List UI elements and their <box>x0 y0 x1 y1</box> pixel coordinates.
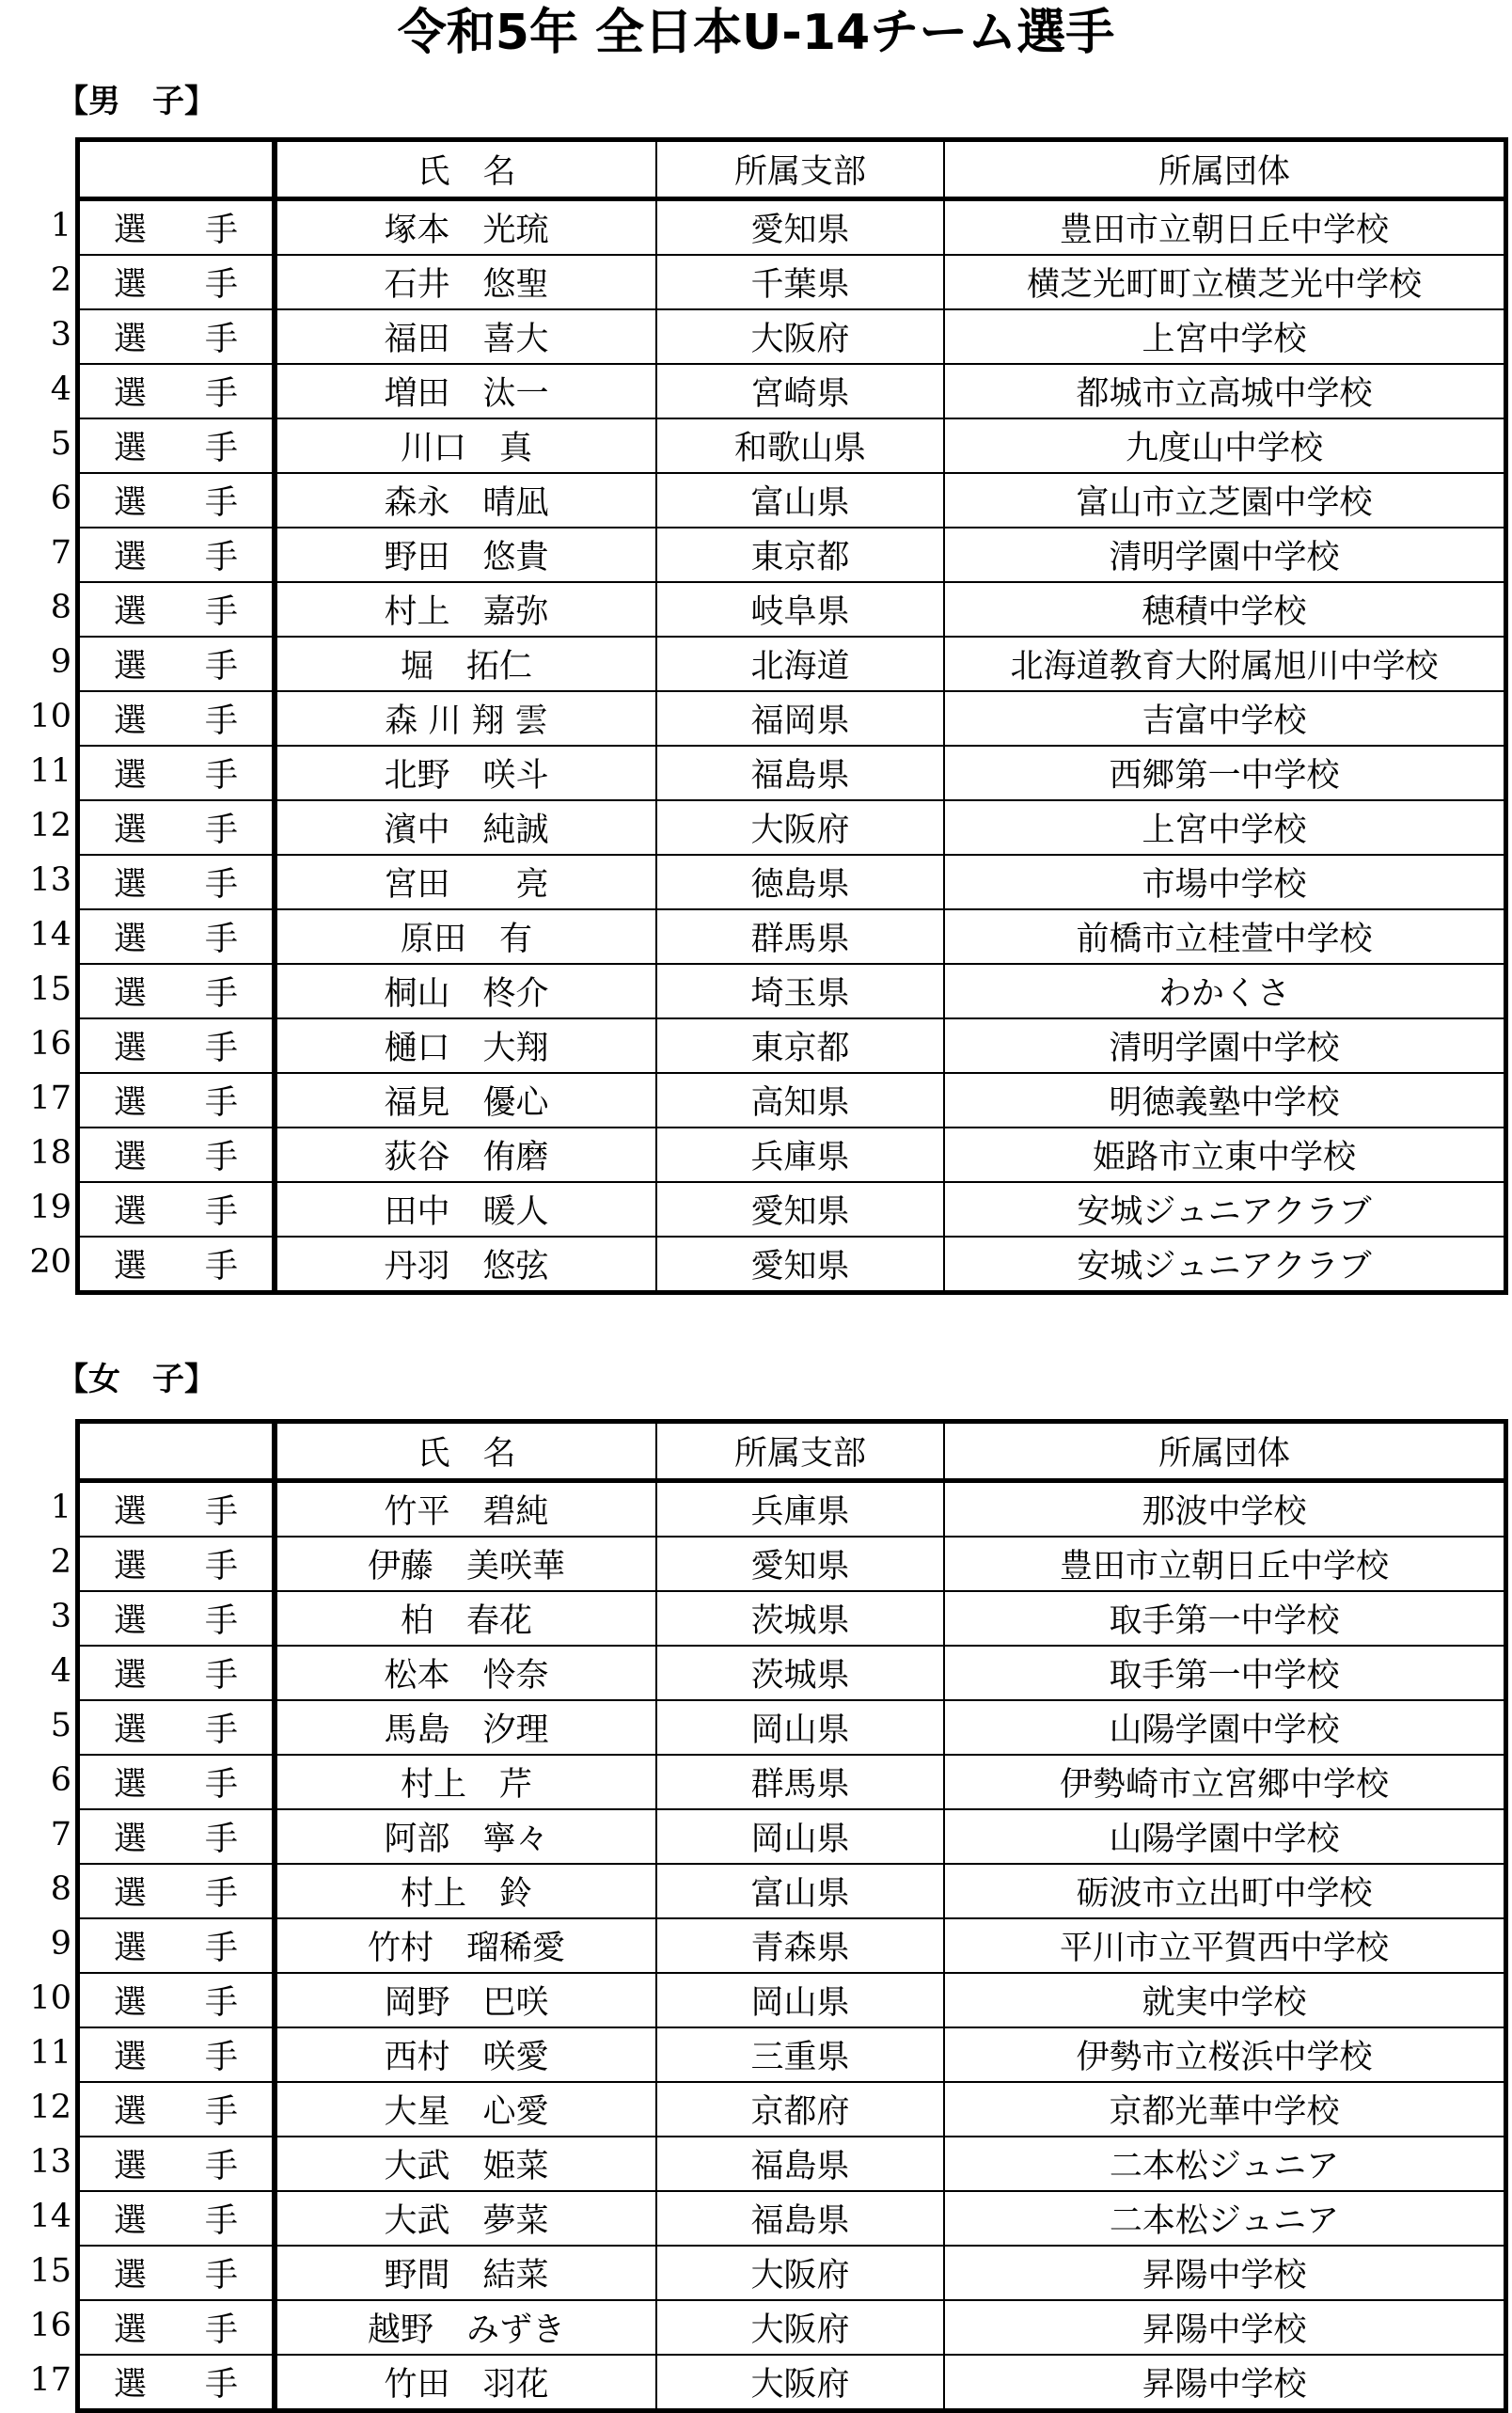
role-label: 選手 <box>114 1193 297 1231</box>
team-cell: 山陽学園中学校 <box>944 1809 1506 1864</box>
role-cell <box>78 800 297 855</box>
team-cell: 安城ジュニアクラブ <box>944 1237 1506 1293</box>
name-column-header: 氏 名 <box>275 1422 656 1481</box>
branch-column-header: 所属支部 <box>656 140 944 199</box>
team-cell: 伊勢市立桜浜中学校 <box>944 2027 1506 2082</box>
table-row <box>78 2300 1506 2355</box>
branch-column-header: 所属支部 <box>656 1422 944 1481</box>
role-label: 選手 <box>114 266 297 304</box>
branch-cell: 茨城県 <box>656 1591 944 1646</box>
table-row <box>78 2027 1506 2082</box>
role-cell <box>78 364 297 418</box>
team-cell: 取手第一中学校 <box>944 1646 1506 1700</box>
role-cell <box>78 1073 297 1128</box>
row-number: 18 <box>29 1134 71 1172</box>
row-number: 16 <box>29 1025 71 1063</box>
role-label: 選手 <box>114 484 297 522</box>
branch-cell: 愛知県 <box>656 1182 944 1237</box>
branch-cell: 兵庫県 <box>656 1128 944 1182</box>
table-row <box>78 1809 1506 1864</box>
role-cell <box>78 1182 297 1237</box>
row-number: 12 <box>29 2089 71 2126</box>
branch-cell: 大阪府 <box>656 2300 944 2355</box>
table-row <box>78 964 1506 1018</box>
branch-cell: 岡山県 <box>656 1700 944 1755</box>
branch-cell: 群馬県 <box>656 1755 944 1809</box>
table-row <box>78 2191 1506 2246</box>
role-cell <box>78 909 297 964</box>
role-label: 選手 <box>114 1657 297 1695</box>
branch-cell: 埼玉県 <box>656 964 944 1018</box>
branch-cell: 三重県 <box>656 2027 944 2082</box>
role-label: 選手 <box>114 539 297 576</box>
row-number: 12 <box>29 807 71 844</box>
team-column-header: 所属団体 <box>944 140 1506 199</box>
team-cell: 就実中学校 <box>944 1973 1506 2027</box>
table-row <box>78 309 1506 364</box>
team-cell: 明徳義塾中学校 <box>944 1073 1506 1128</box>
name-cell: 宮田 亮 <box>275 855 656 909</box>
name-cell: 福田 喜大 <box>275 309 656 364</box>
row-number: 7 <box>50 534 71 572</box>
team-cell: 富山市立芝園中学校 <box>944 473 1506 528</box>
row-number: 19 <box>29 1189 71 1226</box>
row-number: 13 <box>29 2143 71 2181</box>
role-cell <box>78 1809 297 1864</box>
row-number: 2 <box>50 261 71 299</box>
role-label: 選手 <box>114 812 297 849</box>
row-number: 8 <box>50 589 71 626</box>
men-roster-table <box>75 137 1508 1295</box>
table-header-row <box>78 140 1506 199</box>
name-cell: 森 川 翔 雲 <box>275 691 656 746</box>
name-cell: 森永 晴凪 <box>275 473 656 528</box>
role-cell <box>78 964 297 1018</box>
name-cell: 大武 夢菜 <box>275 2191 656 2246</box>
table-row <box>78 855 1506 909</box>
role-column-header <box>78 1422 276 1481</box>
team-cell: 横芝光町町立横芝光中学校 <box>944 255 1506 309</box>
branch-cell: 群馬県 <box>656 909 944 964</box>
role-label: 選手 <box>114 1930 297 1967</box>
row-number: 11 <box>29 752 71 790</box>
team-cell: 前橋市立桂萱中学校 <box>944 909 1506 964</box>
branch-cell: 青森県 <box>656 1918 944 1973</box>
table-row <box>78 1073 1506 1128</box>
branch-cell: 福島県 <box>656 2191 944 2246</box>
branch-cell: 福岡県 <box>656 691 944 746</box>
name-cell: 大星 心愛 <box>275 2082 656 2137</box>
team-cell: 上宮中学校 <box>944 309 1506 364</box>
role-label: 選手 <box>114 2093 297 2131</box>
name-cell: 野田 悠貴 <box>275 528 656 582</box>
row-number: 20 <box>29 1243 71 1281</box>
name-cell: 川口 真 <box>275 418 656 473</box>
team-column-header: 所属団体 <box>944 1422 1506 1481</box>
team-cell: 豊田市立朝日丘中学校 <box>944 1537 1506 1591</box>
name-cell: 丹羽 悠弦 <box>275 1237 656 1293</box>
row-number: 7 <box>50 1816 71 1853</box>
men-section-label: 【男 子】 <box>56 83 216 120</box>
name-cell: 福見 優心 <box>275 1073 656 1128</box>
table-row <box>78 1018 1506 1073</box>
table-row <box>78 1537 1506 1591</box>
team-cell: 穂積中学校 <box>944 582 1506 637</box>
branch-cell: 岡山県 <box>656 1973 944 2027</box>
row-number: 3 <box>50 1598 71 1635</box>
row-number: 3 <box>50 316 71 354</box>
branch-cell: 高知県 <box>656 1073 944 1128</box>
branch-cell: 岡山県 <box>656 1809 944 1864</box>
role-label: 選手 <box>114 593 297 631</box>
role-cell <box>78 2246 297 2300</box>
table-row <box>78 1700 1506 1755</box>
table-row <box>78 364 1506 418</box>
table-row <box>78 2355 1506 2411</box>
role-label: 選手 <box>114 921 297 958</box>
team-cell: 那波中学校 <box>944 1481 1506 1538</box>
row-number: 5 <box>50 425 71 463</box>
team-cell: 昇陽中学校 <box>944 2246 1506 2300</box>
branch-cell: 京都府 <box>656 2082 944 2137</box>
table-row <box>78 199 1506 256</box>
role-label: 選手 <box>114 2257 297 2295</box>
role-label: 選手 <box>114 1766 297 1804</box>
branch-cell: 大阪府 <box>656 800 944 855</box>
role-label: 選手 <box>114 757 297 795</box>
table-row <box>78 528 1506 582</box>
role-label: 選手 <box>114 1084 297 1122</box>
name-cell: 竹田 羽花 <box>275 2355 656 2411</box>
role-cell <box>78 309 297 364</box>
role-cell <box>78 582 297 637</box>
table-row <box>78 255 1506 309</box>
row-number: 6 <box>50 1761 71 1799</box>
row-number: 10 <box>29 1979 71 2017</box>
table-row <box>78 1182 1506 1237</box>
role-label: 選手 <box>114 1139 297 1176</box>
role-cell <box>78 1537 297 1591</box>
row-number: 17 <box>29 2361 71 2399</box>
team-cell: 上宮中学校 <box>944 800 1506 855</box>
role-label: 選手 <box>114 1875 297 1913</box>
role-label: 選手 <box>114 430 297 467</box>
role-label: 選手 <box>114 975 297 1013</box>
table-row <box>78 800 1506 855</box>
row-number: 2 <box>50 1543 71 1581</box>
role-cell <box>78 637 297 691</box>
role-cell <box>78 2027 297 2082</box>
table-row <box>78 1755 1506 1809</box>
men-row-numbers <box>0 198 71 1289</box>
table-row <box>78 746 1506 800</box>
row-number: 8 <box>50 1870 71 1908</box>
branch-cell: 千葉県 <box>656 255 944 309</box>
table-row <box>78 1481 1506 1538</box>
branch-cell: 東京都 <box>656 528 944 582</box>
role-cell <box>78 255 297 309</box>
branch-cell: 富山県 <box>656 473 944 528</box>
row-number: 4 <box>50 1652 71 1690</box>
table-row <box>78 418 1506 473</box>
row-number: 1 <box>50 207 71 244</box>
role-label: 選手 <box>114 212 297 249</box>
role-cell <box>78 1700 297 1755</box>
team-cell: わかくさ <box>944 964 1506 1018</box>
team-cell: 清明学園中学校 <box>944 1018 1506 1073</box>
branch-cell: 大阪府 <box>656 309 944 364</box>
role-cell <box>78 528 297 582</box>
row-number: 4 <box>50 371 71 408</box>
role-label: 選手 <box>114 1984 297 2022</box>
table-row <box>78 1128 1506 1182</box>
team-cell: 二本松ジュニア <box>944 2137 1506 2191</box>
role-cell <box>78 1755 297 1809</box>
role-label: 選手 <box>114 2148 297 2185</box>
role-cell <box>78 746 297 800</box>
role-cell <box>78 1237 297 1293</box>
role-label: 選手 <box>114 2039 297 2076</box>
branch-cell: 宮崎県 <box>656 364 944 418</box>
name-cell: 樋口 大翔 <box>275 1018 656 1073</box>
role-label: 選手 <box>114 702 297 740</box>
role-cell <box>78 1481 297 1538</box>
team-cell: 姫路市立東中学校 <box>944 1128 1506 1182</box>
role-cell <box>78 1864 297 1918</box>
role-label: 選手 <box>114 1711 297 1749</box>
table-row <box>78 2246 1506 2300</box>
team-cell: 昇陽中学校 <box>944 2300 1506 2355</box>
row-number: 15 <box>29 970 71 1008</box>
role-label: 選手 <box>114 1548 297 1585</box>
table-row <box>78 2137 1506 2191</box>
table-row <box>78 1237 1506 1293</box>
name-cell: 濱中 純誠 <box>275 800 656 855</box>
name-cell: 増田 汰一 <box>275 364 656 418</box>
branch-cell: 北海道 <box>656 637 944 691</box>
role-cell <box>78 1591 297 1646</box>
role-label: 選手 <box>114 1821 297 1858</box>
role-label: 選手 <box>114 1248 297 1285</box>
team-cell: 北海道教育大附属旭川中学校 <box>944 637 1506 691</box>
row-number: 15 <box>29 2252 71 2290</box>
row-number: 5 <box>50 1707 71 1744</box>
row-number: 11 <box>29 2034 71 2072</box>
name-cell: 伊藤 美咲華 <box>275 1537 656 1591</box>
role-cell <box>78 199 297 256</box>
row-number: 14 <box>29 916 71 954</box>
role-cell <box>78 2300 297 2355</box>
name-cell: 柏 春花 <box>275 1591 656 1646</box>
role-label: 選手 <box>114 648 297 686</box>
branch-cell: 愛知県 <box>656 1537 944 1591</box>
role-cell <box>78 1973 297 2027</box>
branch-cell: 大阪府 <box>656 2246 944 2300</box>
row-number: 1 <box>50 1489 71 1526</box>
row-number: 9 <box>50 1925 71 1963</box>
branch-cell: 兵庫県 <box>656 1481 944 1538</box>
team-cell: 九度山中学校 <box>944 418 1506 473</box>
row-number: 16 <box>29 2307 71 2344</box>
branch-cell: 東京都 <box>656 1018 944 1073</box>
role-cell <box>78 855 297 909</box>
name-column-header: 氏 名 <box>275 140 656 199</box>
table-row <box>78 2082 1506 2137</box>
name-cell: 馬島 汐理 <box>275 1700 656 1755</box>
role-column-header <box>78 140 276 199</box>
role-cell <box>78 2191 297 2246</box>
name-cell: 桐山 柊介 <box>275 964 656 1018</box>
team-cell: 取手第一中学校 <box>944 1591 1506 1646</box>
branch-cell: 福島県 <box>656 2137 944 2191</box>
team-cell: 西郷第一中学校 <box>944 746 1506 800</box>
team-cell: 清明学園中学校 <box>944 528 1506 582</box>
table-row <box>78 691 1506 746</box>
role-label: 選手 <box>114 2202 297 2240</box>
role-cell <box>78 1018 297 1073</box>
role-label: 選手 <box>114 1030 297 1067</box>
table-row <box>78 582 1506 637</box>
team-cell: 平川市立平賀西中学校 <box>944 1918 1506 1973</box>
team-cell: 市場中学校 <box>944 855 1506 909</box>
name-cell: 西村 咲愛 <box>275 2027 656 2082</box>
role-cell <box>78 2082 297 2137</box>
team-cell: 都城市立高城中学校 <box>944 364 1506 418</box>
role-label: 選手 <box>114 866 297 904</box>
table-row <box>78 473 1506 528</box>
name-cell: 荻谷 侑磨 <box>275 1128 656 1182</box>
name-cell: 原田 有 <box>275 909 656 964</box>
role-cell <box>78 2137 297 2191</box>
row-number: 14 <box>29 2198 71 2235</box>
role-label: 選手 <box>114 321 297 358</box>
role-label: 選手 <box>114 2311 297 2349</box>
name-cell: 野間 結菜 <box>275 2246 656 2300</box>
table-row <box>78 637 1506 691</box>
role-cell <box>78 418 297 473</box>
team-cell: 山陽学園中学校 <box>944 1700 1506 1755</box>
role-label: 選手 <box>114 1493 297 1531</box>
branch-cell: 岐阜県 <box>656 582 944 637</box>
team-cell: 昇陽中学校 <box>944 2355 1506 2411</box>
branch-cell: 徳島県 <box>656 855 944 909</box>
team-cell: 京都光華中学校 <box>944 2082 1506 2137</box>
name-cell: 竹平 碧純 <box>275 1481 656 1538</box>
role-cell <box>78 691 297 746</box>
name-cell: 塚本 光琉 <box>275 199 656 256</box>
name-cell: 越野 みずき <box>275 2300 656 2355</box>
women-roster-table <box>75 1419 1508 2413</box>
name-cell: 松本 怜奈 <box>275 1646 656 1700</box>
row-number: 6 <box>50 480 71 517</box>
table-row <box>78 909 1506 964</box>
team-cell: 安城ジュニアクラブ <box>944 1182 1506 1237</box>
women-row-numbers <box>0 1480 71 2407</box>
name-cell: 大武 姫菜 <box>275 2137 656 2191</box>
team-cell: 二本松ジュニア <box>944 2191 1506 2246</box>
role-cell <box>78 1128 297 1182</box>
women-section-label: 【女 子】 <box>56 1361 216 1398</box>
role-cell <box>78 1646 297 1700</box>
branch-cell: 和歌山県 <box>656 418 944 473</box>
role-cell <box>78 2355 297 2411</box>
branch-cell: 富山県 <box>656 1864 944 1918</box>
row-number: 13 <box>29 861 71 899</box>
role-cell <box>78 1918 297 1973</box>
team-cell: 砺波市立出町中学校 <box>944 1864 1506 1918</box>
team-cell: 吉富中学校 <box>944 691 1506 746</box>
name-cell: 村上 嘉弥 <box>275 582 656 637</box>
table-row <box>78 1918 1506 1973</box>
name-cell: 北野 咲斗 <box>275 746 656 800</box>
role-label: 選手 <box>114 1602 297 1640</box>
branch-cell: 愛知県 <box>656 1237 944 1293</box>
branch-cell: 大阪府 <box>656 2355 944 2411</box>
name-cell: 村上 鈴 <box>275 1864 656 1918</box>
table-row <box>78 1864 1506 1918</box>
name-cell: 石井 悠聖 <box>275 255 656 309</box>
branch-cell: 愛知県 <box>656 199 944 256</box>
team-cell: 伊勢崎市立宮郷中学校 <box>944 1755 1506 1809</box>
name-cell: 竹村 瑠稀愛 <box>275 1918 656 1973</box>
role-label: 選手 <box>114 2366 297 2404</box>
branch-cell: 茨城県 <box>656 1646 944 1700</box>
name-cell: 阿部 寧々 <box>275 1809 656 1864</box>
name-cell: 堀 拓仁 <box>275 637 656 691</box>
branch-cell: 福島県 <box>656 746 944 800</box>
row-number: 9 <box>50 643 71 681</box>
row-number: 10 <box>29 698 71 735</box>
table-header-row <box>78 1422 1506 1481</box>
name-cell: 田中 暖人 <box>275 1182 656 1237</box>
table-row <box>78 1646 1506 1700</box>
name-cell: 岡野 巴咲 <box>275 1973 656 2027</box>
role-cell <box>78 473 297 528</box>
table-row <box>78 1973 1506 2027</box>
page-title: 令和5年 全日本U-14チーム選手 <box>397 5 1115 61</box>
name-cell: 村上 芹 <box>275 1755 656 1809</box>
table-row <box>78 1591 1506 1646</box>
role-label: 選手 <box>114 375 297 413</box>
team-cell: 豊田市立朝日丘中学校 <box>944 199 1506 256</box>
row-number: 17 <box>29 1080 71 1117</box>
